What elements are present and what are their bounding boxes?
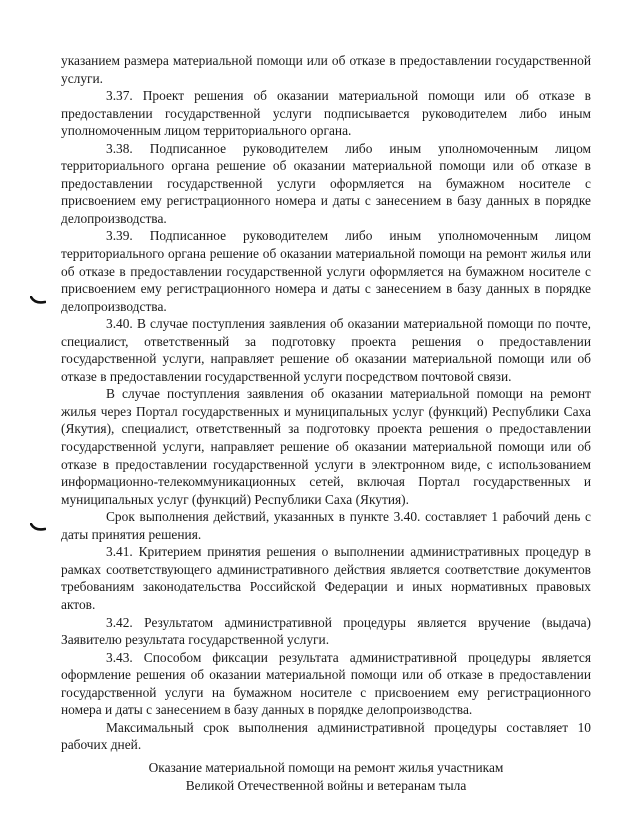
section-title-line-2: Великой Отечественной войны и ветеранам тыла xyxy=(185,778,467,793)
paragraph-3-38: 3.38. Подписанное руководителем либо иным уполномоченным лицом территориального органа решение об оказании материальной помощи или об отказе в предоставлении государственной услуги оформляется на бумажном носителе с присвоением ему регистрационного номера и даты с занесением в базу данных в порядке делопроизводства. xyxy=(61,140,591,226)
paragraph-3-39: 3.39. Подписанное руководителем либо иным уполномоченным лицом территориального органа решение об оказании материальной помощи на ремонт жилья или об отказе в предоставлении государственной услуги оформляется на бумажном носителе с присвоением ему регистрационного номера и даты с занесением в базу данных в порядке делопроизводства. xyxy=(61,228,591,314)
paragraph-3-40: 3.40. В случае поступления заявления об оказании материальной помощи по почте, специалист, ответственный за подготовку проекта решения о предоставлении государственной услуги, направляет решение об оказании материальной помощи или об отказе в предоставлении государственной услуги посредством почтовой связи. xyxy=(61,316,591,384)
paragraph-3-40-term: Срок выполнения действий, указанных в пункте 3.40. составляет 1 рабочий день с даты принятия решения. xyxy=(61,509,591,542)
paragraph-3-40-portal: В случае поступления заявления об оказании материальной помощи на ремонт жилья через Портал государственных и муниципальных услуг (функций) Республики Саха (Якутия), специалист, ответственный за подготовку проекта решения о предоставлении государственной услуги, направляет решение об оказании материальной помощи или об отказе в предоставлении государственной услуги в электронном виде, с использованием информационно-телекоммуникационных сетей, включая Портал государственных и муниципальных услуг (функций) Республики Саха (Якутия). xyxy=(61,386,591,507)
paragraph-max-term: Максимальный срок выполнения административной процедуры составляет 10 рабочих дней. xyxy=(61,719,591,753)
document-body xyxy=(61,52,591,754)
section-title-line-1: Оказание материальной помощи на ремонт жилья участникам xyxy=(148,760,504,775)
paragraph-3-42: 3.42. Результатом административной процедуры является вручение (выдача) Заявителю результата государственной услуги. xyxy=(61,614,591,648)
margin-mark-icon xyxy=(30,523,46,532)
paragraph-3-37: 3.37. Проект решения об оказании материальной помощи или об отказе в предоставлении государственной услуги подписывается руководителем либо иным уполномоченным лицом территориального органа. xyxy=(61,88,591,139)
margin-mark-icon xyxy=(30,296,46,305)
section-title xyxy=(61,759,591,795)
paragraph-3-43: 3.43. Способом фиксации результата административной процедуры является оформление решения об оказании материальной помощи или об отказе в предоставлении государственной услуги на бумажном носителе с присвоением ему регистрационного номера и даты с занесением в базу данных в порядке делопроизводства. xyxy=(61,649,591,718)
paragraph-continuation: указанием размера материальной помощи или об отказе в предоставлении государственной услуги. xyxy=(61,53,591,86)
paragraph-3-41: 3.41. Критерием принятия решения о выполнении административных процедур в рамках соответствующего административного действия является соответствие документов требованиям законодательства Российской Федерации и иных нормативных правовых актов. xyxy=(61,544,591,612)
